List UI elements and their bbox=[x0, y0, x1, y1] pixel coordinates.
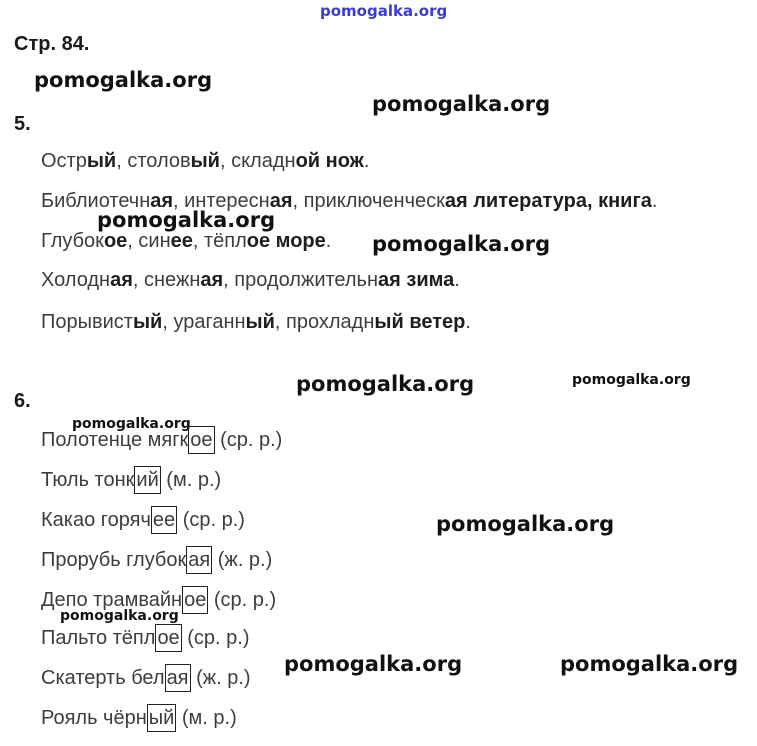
watermark: pomogalka.org bbox=[436, 512, 615, 536]
watermark: pomogalka.org bbox=[296, 372, 475, 396]
ending-bold: ый bbox=[245, 311, 275, 333]
word-part: Библиотечн bbox=[41, 190, 151, 212]
gender-note: (ср. р.) bbox=[214, 429, 283, 451]
word-part: , приключенческ bbox=[292, 190, 445, 212]
ending-box: ое bbox=[182, 586, 208, 614]
word-part: Глубок bbox=[41, 230, 104, 252]
ending-box: ий bbox=[134, 466, 160, 494]
exercise-5-line bbox=[41, 311, 471, 334]
ending-bold: ая литература, книга bbox=[444, 190, 652, 212]
watermark: pomogalka.org bbox=[34, 68, 213, 92]
ending-bold: ое bbox=[103, 230, 128, 252]
exercise-6-item bbox=[41, 624, 249, 652]
gender-note: (ср. р.) bbox=[177, 509, 245, 531]
watermark-top: pomogalka.org bbox=[320, 2, 448, 20]
ending-bold: ая bbox=[200, 269, 224, 291]
watermark: pomogalka.org bbox=[372, 232, 551, 256]
exercise-6-item bbox=[41, 506, 245, 534]
exercise-6-item bbox=[41, 704, 237, 732]
watermark: pomogalka.org bbox=[372, 92, 551, 116]
exercise-5-line bbox=[41, 150, 369, 173]
ending-box: ый bbox=[147, 704, 177, 732]
word-part: , складн bbox=[219, 150, 296, 172]
exercise-5-line bbox=[41, 230, 331, 253]
ending-bold: ее bbox=[170, 230, 193, 252]
word-part: , прохладн bbox=[274, 311, 375, 333]
gender-note: (ж. р.) bbox=[212, 549, 273, 571]
word-stem: Прорубь глубок bbox=[41, 549, 187, 571]
ending-bold: ая зима bbox=[378, 269, 455, 291]
word-part: . bbox=[454, 269, 460, 291]
exercise-6-number: 6. bbox=[14, 390, 31, 412]
word-part: , интересн bbox=[173, 190, 270, 212]
exercise-6-item bbox=[41, 546, 272, 574]
word-stem: Рояль чёрн bbox=[41, 707, 147, 729]
word-part: Холодн bbox=[41, 269, 111, 291]
word-stem: Полотенце мягк bbox=[41, 429, 189, 451]
word-part: . bbox=[465, 311, 471, 333]
word-stem: Депо трамвайн bbox=[41, 589, 183, 611]
watermark: pomogalka.org bbox=[97, 208, 276, 232]
word-stem: Тюль тонк bbox=[41, 469, 135, 491]
gender-note: (м. р.) bbox=[160, 469, 222, 491]
ending-bold: ое море bbox=[246, 230, 326, 252]
ending-bold: ая bbox=[269, 190, 293, 212]
gender-note: (м. р.) bbox=[176, 707, 237, 729]
watermark: pomogalka.org bbox=[284, 652, 463, 676]
word-part: . bbox=[651, 190, 658, 212]
ending-bold: ый bbox=[132, 311, 163, 333]
gender-note: (ср. р.) bbox=[208, 589, 277, 611]
ending-box: ое bbox=[188, 426, 214, 454]
ending-box: ее bbox=[151, 506, 177, 534]
watermark: pomogalka.org bbox=[60, 608, 179, 624]
exercise-5-line bbox=[41, 269, 460, 292]
page-title: Стр. 84. bbox=[14, 33, 90, 55]
exercise-6-item bbox=[41, 664, 251, 692]
exercise-6-item bbox=[41, 426, 282, 454]
exercise-6-item bbox=[41, 466, 221, 494]
word-part: Остр bbox=[41, 150, 87, 172]
word-part: . bbox=[363, 150, 370, 172]
ending-bold: ый ветер bbox=[374, 311, 466, 333]
watermark: pomogalka.org bbox=[72, 416, 191, 432]
word-stem: Какао горяч bbox=[41, 509, 151, 531]
watermark: pomogalka.org bbox=[572, 372, 691, 388]
exercise-6-item bbox=[41, 586, 276, 614]
exercise-5-number: 5. bbox=[14, 113, 31, 135]
word-part: Порывист bbox=[41, 311, 133, 333]
word-part: , продолжительн bbox=[223, 269, 379, 291]
ending-bold: ый bbox=[86, 150, 117, 172]
word-stem: Пальто тёпл bbox=[41, 627, 156, 649]
word-part: , столов bbox=[116, 150, 191, 172]
word-part: , тёпл bbox=[192, 230, 247, 252]
gender-note: (ср. р.) bbox=[181, 627, 250, 649]
word-part: . bbox=[325, 230, 332, 252]
ending-box: ое bbox=[155, 624, 181, 652]
ending-box: ая bbox=[165, 664, 191, 692]
word-part: , снежн bbox=[132, 269, 201, 291]
ending-bold: ая bbox=[110, 269, 133, 291]
watermark: pomogalka.org bbox=[560, 652, 739, 676]
gender-note: (ж. р.) bbox=[190, 667, 251, 689]
ending-bold: ой нож bbox=[295, 150, 364, 172]
ending-bold: ая bbox=[150, 190, 174, 212]
word-part: , ураганн bbox=[162, 311, 246, 333]
word-part: , син bbox=[127, 230, 171, 252]
ending-box: ая bbox=[186, 546, 212, 574]
ending-bold: ый bbox=[190, 150, 220, 172]
word-stem: Скатерть бел bbox=[41, 667, 165, 689]
